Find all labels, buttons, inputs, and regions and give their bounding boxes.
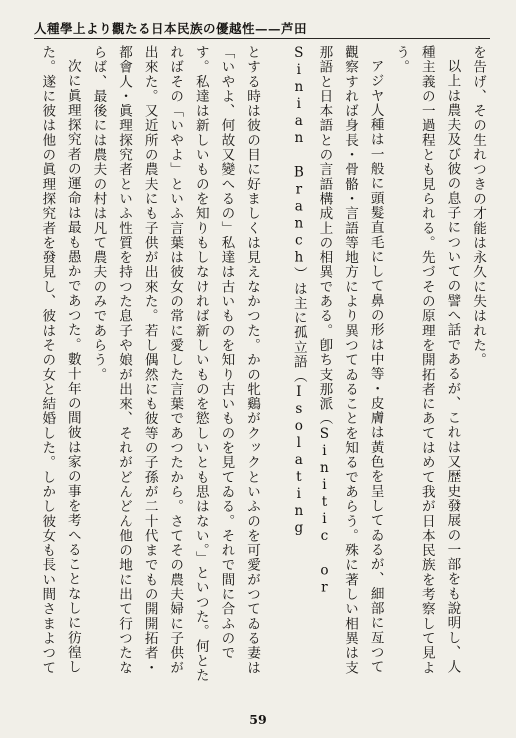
paragraph: アジヤ人種は一般に頭髮直毛にして鼻の形は中等・皮膚は黃色を呈してゐるが、細部に亙つて觀察すれば身長・骨骼・言語等地方により異つてゐることを知るであらう。殊に著しい相異は支那語と日本語との言語構成上の相異である。卽ち支那派（Sinitic or Sinian Branch）は主に孤立語（Isolating [290, 45, 384, 675]
paragraph: とする時は彼の目に好ましくは見えなかつた。かの牝鷄がクックといふのを可愛がつてゐる妻は「いやよ、何故又變へるの」私達は古いものを知り古いものを見てゐる。それで間に合ふのです。私達は新しいものを知りもしなければ新しいものを慾しいとも思はない。」といつた。何とたればその「いやよ」といふ言葉は彼女の常に愛した言葉であつたから。さてその農夫婦に子供が出來た。又近所の農夫にも子供が出來た。若し偶然にも彼等の子孫が二十代までもの開開拓者・都會人・眞理探究者といふ性質を持つた息子や娘が出來、それがどんどん他の地に出て行つたならば、最後には農夫の村は凡て農夫のみであらう。 [90, 45, 260, 683]
text-column-right [282, 45, 490, 685]
running-header [34, 18, 490, 39]
running-header-title: 人種學上より觀たる日本民族の優越性——芦田 [34, 21, 308, 36]
paragraph: を告げ、その生れつきの才能は永久に失はれた。 [470, 45, 486, 368]
page-number: 59 [249, 712, 267, 727]
paragraph: 次に眞理探究者の運命は最も愚かであつた。數十年の間彼は家の事を考へることなしに彷徨した。遂に彼は他の眞理探究者を發見し、彼はその女と結婚した。しかし彼女も長い間さまよつて [39, 45, 81, 675]
paragraph: 以上は農夫及び彼の息子についての譬へ話であるが、これは又歴史發展の一部をも說明し、人種主義の一過程とも見られる。先づその原理を開拓者にあてはめて我が日本民族を考察して見よう。 [393, 45, 461, 675]
text-column-left [34, 45, 264, 685]
